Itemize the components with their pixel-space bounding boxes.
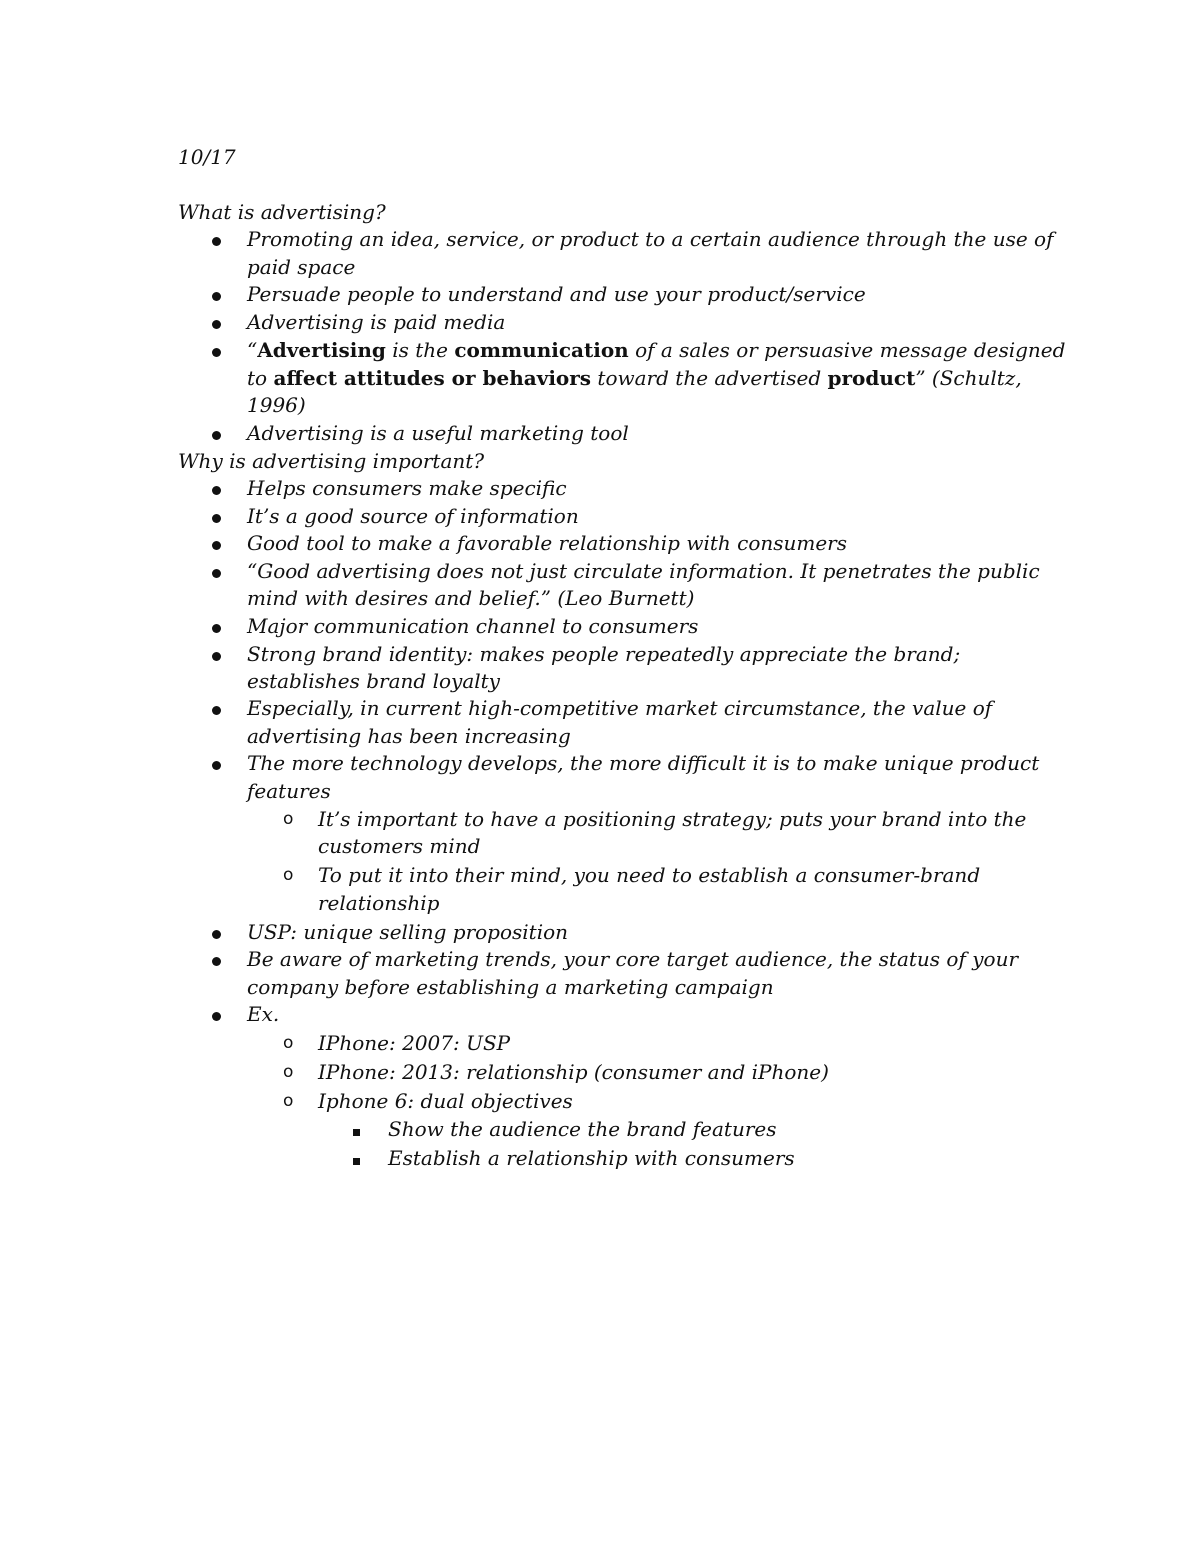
list-item: Major communication channel to consumers [247, 614, 699, 638]
sub-list-item: To put it into their mind, you need to establish a consumer-brand [318, 863, 981, 887]
sub-list-item: IPhone: 2013: relationship (consumer and iPhone) [318, 1060, 829, 1084]
section-heading-why-important: Why is advertising important? [178, 449, 485, 473]
bullet-dot-icon [212, 1000, 221, 1028]
list-item-continuation: advertising has been increasing [247, 724, 571, 748]
list-item: Persuade people to understand and use your product/service [247, 282, 866, 306]
bullet-dot-icon [212, 694, 221, 722]
square-bullet-icon [353, 1144, 360, 1172]
sub-list-item: Iphone 6: dual objectives [318, 1089, 573, 1113]
list-item: Strong brand identity: makes people repeatedly appreciate the brand; [247, 642, 961, 666]
quote-citation: ” (Schultz, [915, 366, 1022, 390]
bullet-dot-icon [212, 945, 221, 973]
bullet-dot-icon [212, 419, 221, 447]
list-item-quote [247, 336, 1065, 364]
list-item: Advertising is paid media [247, 310, 506, 334]
bold-term-communication: communication [454, 338, 629, 362]
bullet-dot-icon [212, 474, 221, 502]
sub-list-item-continuation: customers mind [318, 834, 481, 858]
quote-text: of a sales or persuasive message designed [628, 338, 1066, 362]
bullet-dot-icon [212, 225, 221, 253]
date-heading: 10/17 [178, 145, 236, 169]
list-item: The more technology develops, the more difficult it is to make unique product [247, 751, 1040, 775]
list-item-quote-continuation [247, 364, 1022, 392]
circle-bullet-icon: o [283, 1091, 294, 1111]
bold-term-affect-attitudes: affect attitudes or behaviors [273, 366, 592, 390]
bullet-dot-icon [212, 749, 221, 777]
quote-open-mark: “ [247, 338, 258, 362]
list-item: “Good advertising does not just circulate information. It penetrates the public [247, 559, 1040, 583]
list-item-continuation: paid space [247, 255, 356, 279]
list-item: Promoting an idea, service, or product to a certain audience through the use of [247, 227, 1054, 251]
bullet-dot-icon [212, 308, 221, 336]
list-item-continuation: mind with desires and belief.” (Leo Burnett) [247, 586, 695, 610]
bullet-dot-icon [212, 336, 221, 364]
list-item: Be aware of marketing trends, your core target audience, the status of your [247, 947, 1019, 971]
list-item-quote-continuation: 1996) [247, 393, 306, 417]
list-item-continuation: features [247, 779, 331, 803]
section-heading-what-is-advertising: What is advertising? [178, 200, 386, 224]
list-item-continuation: establishes brand loyalty [247, 669, 500, 693]
circle-bullet-icon: o [283, 809, 294, 829]
quote-text: to [247, 366, 274, 390]
list-item: Advertising is a useful marketing tool [247, 421, 629, 445]
list-item: Especially, in current high-competitive market circumstance, the value of [247, 696, 993, 720]
bullet-dot-icon [212, 640, 221, 668]
square-bullet-icon [353, 1115, 360, 1143]
sub-list-item: IPhone: 2007: USP [318, 1031, 511, 1055]
sub-sub-list-item: Show the audience the brand features [388, 1117, 777, 1141]
bullet-dot-icon [212, 557, 221, 585]
quote-text: toward the advertised [591, 366, 828, 390]
list-item-continuation: company before establishing a marketing campaign [247, 975, 774, 999]
bold-term-advertising: Advertising [257, 338, 386, 362]
list-item: It’s a good source of information [247, 504, 579, 528]
circle-bullet-icon: o [283, 1033, 294, 1053]
list-item: Helps consumers make specific [247, 476, 567, 500]
bullet-dot-icon [212, 918, 221, 946]
sub-list-item: It’s important to have a positioning strategy; puts your brand into the [318, 807, 1027, 831]
list-item: Ex. [247, 1002, 280, 1026]
bullet-dot-icon [212, 529, 221, 557]
list-item: USP: unique selling proposition [247, 920, 569, 944]
list-item: Good tool to make a favorable relationship with consumers [247, 531, 848, 555]
circle-bullet-icon: o [283, 865, 294, 885]
bold-term-product: product [827, 366, 916, 390]
sub-list-item-continuation: relationship [318, 891, 440, 915]
quote-text: is the [385, 338, 455, 362]
sub-sub-list-item: Establish a relationship with consumers [388, 1146, 795, 1170]
bullet-dot-icon [212, 612, 221, 640]
bullet-dot-icon [212, 502, 221, 530]
circle-bullet-icon: o [283, 1062, 294, 1082]
bullet-dot-icon [212, 280, 221, 308]
